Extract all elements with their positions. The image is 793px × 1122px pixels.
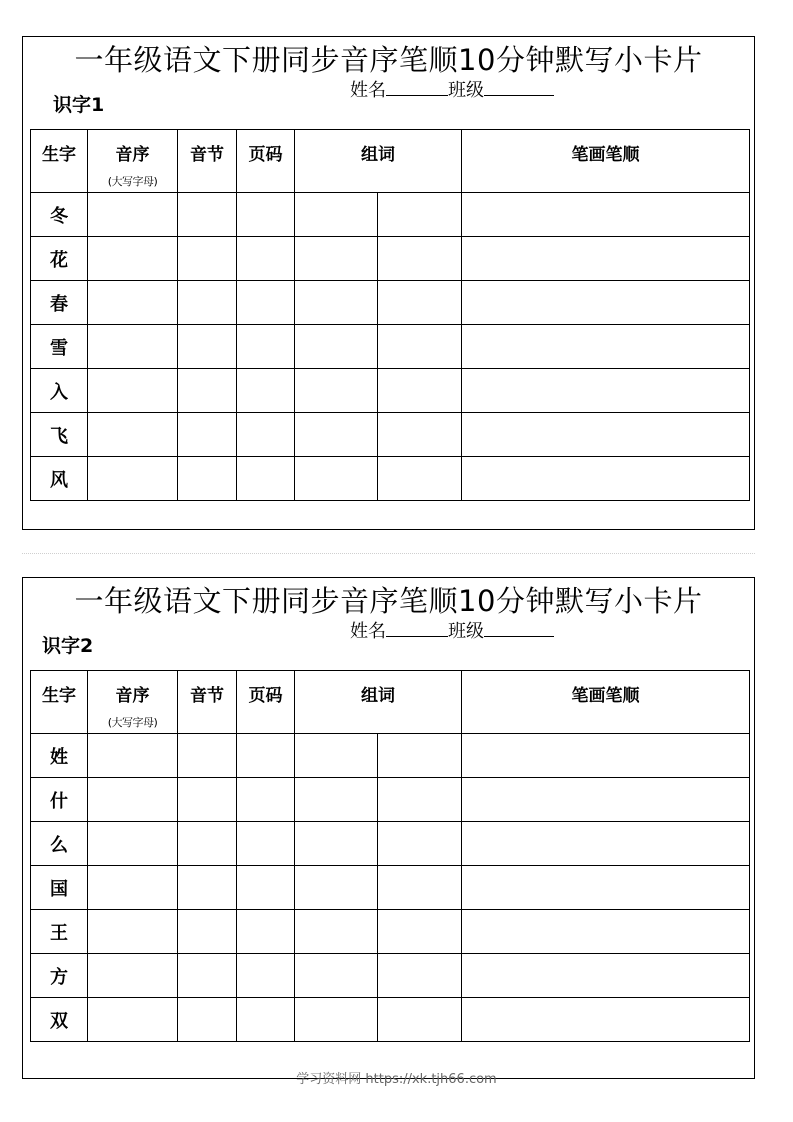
stroke-cell[interactable] <box>462 369 750 413</box>
word-cell-1[interactable] <box>295 734 378 778</box>
char-cell: 什 <box>31 778 88 822</box>
word-cell-1[interactable] <box>295 369 378 413</box>
syllable-cell[interactable] <box>178 954 237 998</box>
yinxu-cell[interactable] <box>88 778 178 822</box>
syllable-cell[interactable] <box>178 237 237 281</box>
char-cell: 春 <box>31 281 88 325</box>
name-class-fields <box>350 618 554 645</box>
dictation-table <box>30 129 750 501</box>
header-stroke: 笔画笔顺 <box>462 671 750 734</box>
class-label: 班级 <box>448 80 484 101</box>
dictation-table <box>30 670 750 1042</box>
word-cell-1[interactable] <box>295 954 378 998</box>
yinxu-cell[interactable] <box>88 998 178 1042</box>
stroke-cell[interactable] <box>462 734 750 778</box>
dictation-card-1 <box>22 36 755 530</box>
header-yinxu <box>88 130 178 193</box>
syllable-cell[interactable] <box>178 457 237 501</box>
header-yinxu-note: (大写字母) <box>107 716 158 729</box>
header-words: 组词 <box>295 671 462 734</box>
table-row <box>31 413 750 457</box>
stroke-cell[interactable] <box>462 954 750 998</box>
yinxu-cell[interactable] <box>88 910 178 954</box>
table-row <box>31 778 750 822</box>
syllable-cell[interactable] <box>178 822 237 866</box>
header-stroke: 笔画笔顺 <box>462 130 750 193</box>
section-title: 识字2 <box>42 635 94 657</box>
yinxu-cell[interactable] <box>88 734 178 778</box>
word-cell-1[interactable] <box>295 413 378 457</box>
card-title: 一年级语文下册同步音序笔顺10分钟默写小卡片 <box>74 584 703 618</box>
syllable-cell[interactable] <box>178 998 237 1042</box>
page-cell[interactable] <box>237 457 295 501</box>
syllable-cell[interactable] <box>178 413 237 457</box>
name-class-fields <box>350 77 554 104</box>
syllable-cell[interactable] <box>178 866 237 910</box>
word-cell-2[interactable] <box>378 998 462 1042</box>
table-row <box>31 998 750 1042</box>
stroke-cell[interactable] <box>462 998 750 1042</box>
char-cell: 双 <box>31 998 88 1042</box>
page-cell[interactable] <box>237 910 295 954</box>
page-cell[interactable] <box>237 998 295 1042</box>
header-char: 生字 <box>31 671 88 734</box>
header-page: 页码 <box>237 671 295 734</box>
page-cell[interactable] <box>237 866 295 910</box>
class-label: 班级 <box>448 621 484 642</box>
card-divider <box>22 553 755 554</box>
table-row <box>31 822 750 866</box>
card-title: 一年级语文下册同步音序笔顺10分钟默写小卡片 <box>74 43 703 77</box>
table-row <box>31 954 750 998</box>
word-cell-2[interactable] <box>378 413 462 457</box>
yinxu-cell[interactable] <box>88 822 178 866</box>
char-cell: 姓 <box>31 734 88 778</box>
header-char: 生字 <box>31 130 88 193</box>
word-cell-1[interactable] <box>295 866 378 910</box>
word-cell-2[interactable] <box>378 734 462 778</box>
page-cell[interactable] <box>237 778 295 822</box>
yinxu-cell[interactable] <box>88 457 178 501</box>
word-cell-1[interactable] <box>295 325 378 369</box>
stroke-cell[interactable] <box>462 778 750 822</box>
word-cell-1[interactable] <box>295 910 378 954</box>
table-row <box>31 325 750 369</box>
char-cell: 方 <box>31 954 88 998</box>
char-cell: 王 <box>31 910 88 954</box>
page-cell[interactable] <box>237 193 295 237</box>
name-label: 姓名 <box>350 80 386 101</box>
header-yinxu <box>88 671 178 734</box>
yinxu-cell[interactable] <box>88 369 178 413</box>
stroke-cell[interactable] <box>462 237 750 281</box>
table-row <box>31 237 750 281</box>
header-yinxu-note: (大写字母) <box>107 175 158 188</box>
table-row <box>31 281 750 325</box>
header-page: 页码 <box>237 130 295 193</box>
table-row <box>31 193 750 237</box>
page-cell[interactable] <box>237 822 295 866</box>
stroke-cell[interactable] <box>462 457 750 501</box>
word-cell-1[interactable] <box>295 193 378 237</box>
header-syllable: 音节 <box>178 671 237 734</box>
syllable-cell[interactable] <box>178 325 237 369</box>
table-row <box>31 866 750 910</box>
char-cell: 花 <box>31 237 88 281</box>
dictation-card-2 <box>22 577 755 1079</box>
syllable-cell[interactable] <box>178 734 237 778</box>
char-cell: 飞 <box>31 413 88 457</box>
syllable-cell[interactable] <box>178 369 237 413</box>
yinxu-cell[interactable] <box>88 237 178 281</box>
section-title: 识字1 <box>53 94 105 116</box>
page-cell[interactable] <box>237 954 295 998</box>
yinxu-cell[interactable] <box>88 281 178 325</box>
header-row <box>31 671 750 734</box>
word-cell-2[interactable] <box>378 457 462 501</box>
stroke-cell[interactable] <box>462 866 750 910</box>
word-cell-2[interactable] <box>378 822 462 866</box>
word-cell-1[interactable] <box>295 281 378 325</box>
stroke-cell[interactable] <box>462 910 750 954</box>
class-blank[interactable] <box>484 618 554 637</box>
name-label: 姓名 <box>350 621 386 642</box>
word-cell-1[interactable] <box>295 457 378 501</box>
yinxu-cell[interactable] <box>88 413 178 457</box>
header-yinxu-label: 音序 <box>115 686 150 706</box>
stroke-cell[interactable] <box>462 822 750 866</box>
word-cell-2[interactable] <box>378 369 462 413</box>
stroke-cell[interactable] <box>462 193 750 237</box>
name-blank[interactable] <box>386 618 448 637</box>
table-row <box>31 457 750 501</box>
header-yinxu-label: 音序 <box>115 145 150 165</box>
char-cell: 雪 <box>31 325 88 369</box>
word-cell-2[interactable] <box>378 910 462 954</box>
header-syllable: 音节 <box>178 130 237 193</box>
char-cell: 入 <box>31 369 88 413</box>
syllable-cell[interactable] <box>178 778 237 822</box>
char-cell: 风 <box>31 457 88 501</box>
word-cell-1[interactable] <box>295 998 378 1042</box>
word-cell-2[interactable] <box>378 237 462 281</box>
word-cell-1[interactable] <box>295 778 378 822</box>
word-cell-2[interactable] <box>378 778 462 822</box>
syllable-cell[interactable] <box>178 910 237 954</box>
word-cell-2[interactable] <box>378 954 462 998</box>
table-row <box>31 369 750 413</box>
word-cell-1[interactable] <box>295 822 378 866</box>
word-cell-1[interactable] <box>295 237 378 281</box>
stroke-cell[interactable] <box>462 325 750 369</box>
char-cell: 么 <box>31 822 88 866</box>
header-words: 组词 <box>295 130 462 193</box>
page-cell[interactable] <box>237 281 295 325</box>
stroke-cell[interactable] <box>462 413 750 457</box>
page-cell[interactable] <box>237 237 295 281</box>
word-cell-2[interactable] <box>378 193 462 237</box>
syllable-cell[interactable] <box>178 281 237 325</box>
word-cell-2[interactable] <box>378 866 462 910</box>
footer-watermark: 学习资料网 https://xk.tjh66.com <box>296 1072 497 1087</box>
stroke-cell[interactable] <box>462 281 750 325</box>
page-cell[interactable] <box>237 413 295 457</box>
yinxu-cell[interactable] <box>88 325 178 369</box>
table-row <box>31 910 750 954</box>
yinxu-cell[interactable] <box>88 866 178 910</box>
char-cell: 国 <box>31 866 88 910</box>
page-cell[interactable] <box>237 734 295 778</box>
table-row <box>31 734 750 778</box>
word-cell-2[interactable] <box>378 325 462 369</box>
class-blank[interactable] <box>484 77 554 96</box>
word-cell-2[interactable] <box>378 281 462 325</box>
yinxu-cell[interactable] <box>88 954 178 998</box>
page-cell[interactable] <box>237 325 295 369</box>
syllable-cell[interactable] <box>178 193 237 237</box>
name-blank[interactable] <box>386 77 448 96</box>
yinxu-cell[interactable] <box>88 193 178 237</box>
char-cell: 冬 <box>31 193 88 237</box>
page-cell[interactable] <box>237 369 295 413</box>
header-row <box>31 130 750 193</box>
